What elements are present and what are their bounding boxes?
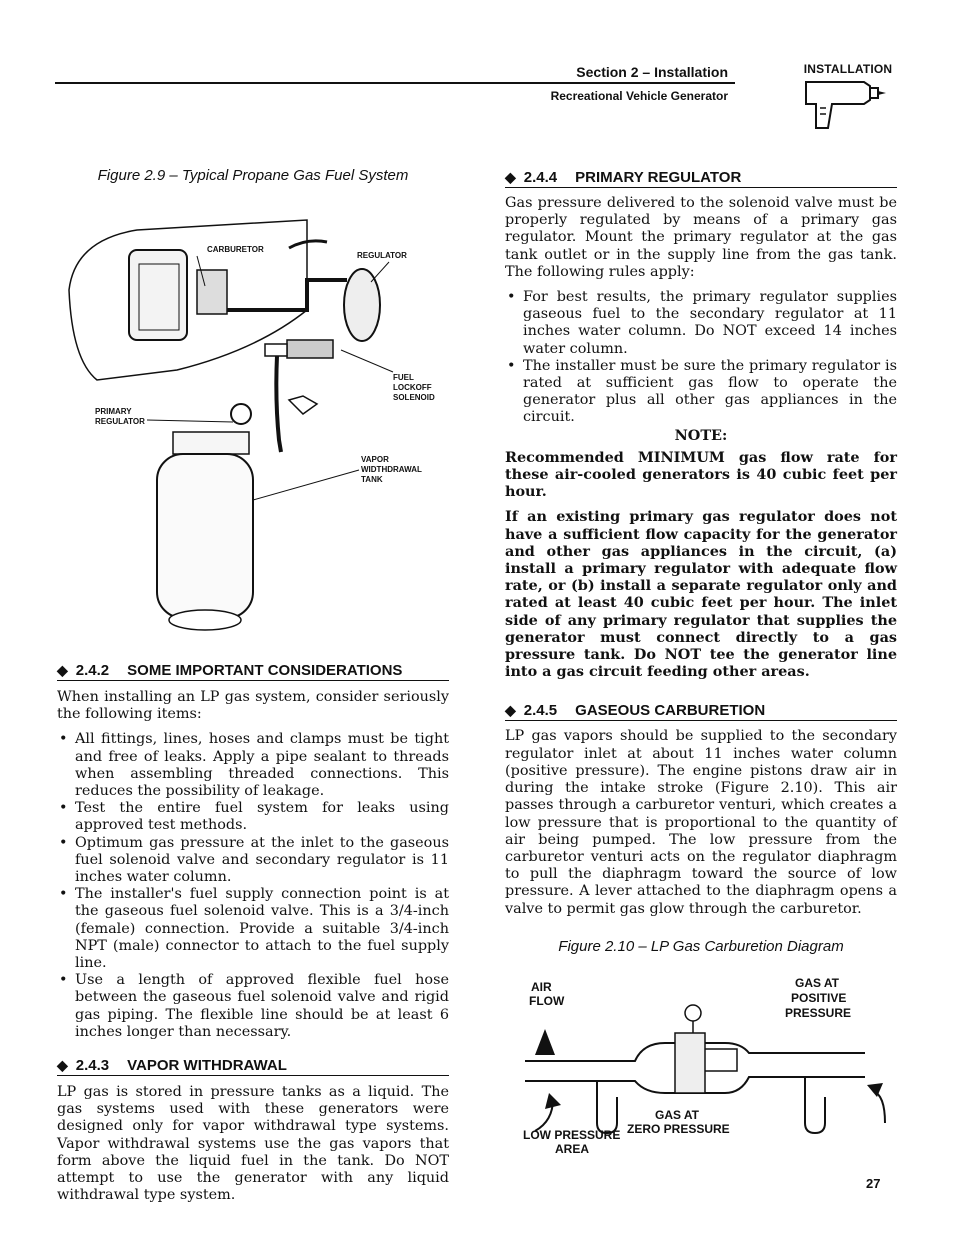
label-gas-zero-line2: ZERO PRESSURE [627,1121,730,1136]
list-item: • The installer must be sure the primary regulator is rated at sufficient gas flow to operate the generator plus all other gas appliances in the circuit. [505,358,897,427]
header-subtitle: Recreational Vehicle Generator [550,89,728,103]
section-2-4-2-intro: When installing an LP gas system, consider seriously the following items: [57,689,449,723]
header-section-title: Section 2 – Installation [576,64,728,80]
label-gas-pos-line2: POSITIVE [791,990,847,1005]
list-item: • For best results, the primary regulator supplies gaseous fuel to the secondary regulator at 11 inches water column. Do NOT exceed 14 inches water column. [505,289,897,358]
section-2-4-3-body: LP gas is stored in pressure tanks as a liquid. The gas systems used with these generators were designed only for vapor withdrawal type systems. Vapor withdrawal systems use the gas vapors that form above the liquid fuel in the tank. Do NOT attempt to use the generator with any liquid withdrawal type system. [57,1084,449,1204]
propane-fuel-system-diagram [57,200,449,650]
label-air-line2: FLOW [529,993,565,1008]
list-item: • Optimum gas pressure at the inlet to the gaseous fuel solenoid valve and secondary regulator is 11 inches water column. [57,835,449,887]
section-2-4-5-heading [505,702,897,721]
list-item: • Test the entire fuel system for leaks using approved test methods. [57,800,449,834]
section-2-4-2-list [57,731,449,1041]
diamond-icon: ◆ [505,169,516,185]
label-primary-line1: PRIMARY [95,407,132,416]
section-number: 2.4.4 [523,169,558,186]
diamond-icon: ◆ [505,702,516,719]
page-number: 27 [866,1176,881,1191]
list-item: • The installer's fuel supply connection point is at the gaseous fuel solenoid valve. This is a 3/4-inch (female) connection. Provide a suitable 3/4-inch NPT (male) connector to attach to the fuel supply line. [57,886,449,972]
section-title: VAPOR WITHDRAWAL [127,1057,287,1075]
diamond-icon: ◆ [57,662,68,678]
figure-2-10-caption: Figure 2.10 – LP Gas Carburetion Diagram [558,937,844,955]
label-gas-pos-line3: PRESSURE [785,1005,852,1020]
section-2-4-4-list [505,289,897,427]
note-paragraph-2: If an existing primary gas regulator does not have a sufficient flow capacity for the generator and other gas appliances in the circuit, (a) install a primary regulator with adequate flow rate, or (b) install a separate regulator only and rated at least 40 cubic feet per hour. The inlet side of any primary regulator that supplies the generator must connect directly to a gas pressure tank. Do NOT tee the generator line into a gas circuit feeding other areas. [505,508,897,681]
carburetion-diagram [505,973,897,1153]
label-vapor-line1: VAPOR [361,455,389,464]
label-fuel-line1: FUEL [393,373,414,382]
right-column [505,169,897,1153]
label-vapor-line2: WIDTHDRAWAL [361,465,422,474]
drill-icon [798,74,890,134]
section-2-4-2-heading [57,662,449,681]
label-primary-line2: REGULATOR [95,417,145,426]
section-2-4-3-heading [57,1057,449,1076]
note-paragraph-1: Recommended MINIMUM gas flow rate for these air-cooled generators is 40 cubic feet per hour. [505,448,897,501]
section-title: SOME IMPORTANT CONSIDERATIONS [127,662,403,679]
section-2-4-5-body: LP gas vapors should be supplied to the secondary regulator inlet at about 11 inches water column (positive pressure). The engine pistons draw air in during the intake stroke (Figure 2.10). This air passes through a carburetor venturi, which creates a low pressure that is proportional to the quantity of air being pumped. The low pressure from the carburetor venturi acts on the regulator diaphragm to pull the diaphragm toward the source of low pressure. A lever attached to the diaphragm opens a valve to permit gas glow through the carburetor. [505,728,897,917]
diamond-icon: ◆ [57,1057,68,1074]
label-fuel-line3: SOLENOID [393,393,435,402]
badge-label: INSTALLATION [803,62,893,76]
section-number: 2.4.2 [75,662,110,679]
label-regulator: REGULATOR [357,251,407,260]
note-title: NOTE: [674,426,728,444]
header-rule [55,82,735,84]
section-title: PRIMARY REGULATOR [575,169,742,186]
list-item: • Use a length of approved flexible fuel hose between the gaseous fuel solenoid valve and rigid gas piping. The flexible line should be at least 6 inches longer than necessary. [57,972,449,1041]
label-carburetor: CARBURETOR [207,245,264,254]
label-vapor-line3: TANK [361,475,383,484]
label-gas-zero-line1: GAS AT [655,1107,699,1122]
section-2-4-4-intro: Gas pressure delivered to the solenoid valve must be properly regulated by means of a primary gas regulator. Mount the primary regulator at the gas tank outlet or in the supply line from the gas tank. The following rules apply: [505,195,897,280]
label-gas-pos-line1: GAS AT [795,975,839,990]
installation-badge [798,60,908,136]
section-title: GASEOUS CARBURETION [575,702,766,720]
section-2-4-4-heading [505,169,897,188]
label-low-line1: LOW PRESSURE [523,1127,621,1142]
label-fuel-line2: LOCKOFF [393,383,432,392]
section-number: 2.4.5 [523,702,558,720]
section-number: 2.4.3 [75,1057,110,1075]
list-item: • All fittings, lines, hoses and clamps must be tight and free of leaks. Apply a pipe sealant to threads when assembling threaded connections. This reduces the possibility of leakage. [57,731,449,800]
label-low-line2: AREA [555,1141,590,1153]
figure-2-9-caption: Figure 2.9 – Typical Propane Gas Fuel System [97,167,409,184]
label-air-line1: AIR [531,979,552,994]
left-column [57,167,449,1204]
